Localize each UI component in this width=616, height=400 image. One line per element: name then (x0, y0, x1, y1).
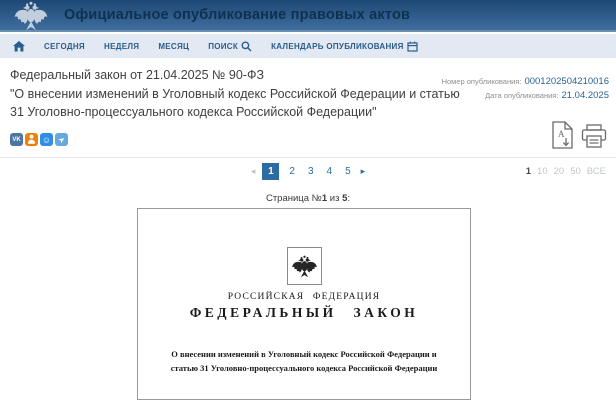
pagination-prev-arrow[interactable]: ◂ (250, 166, 256, 176)
publication-number-value: 0001202504210016 (524, 76, 609, 87)
publication-number-row (442, 76, 609, 87)
nav-search-label: ПОИСК (208, 41, 239, 51)
app-header (0, 0, 616, 32)
odnoklassniki-icon (27, 134, 36, 145)
page-size-all[interactable]: ВСЕ (586, 166, 606, 177)
publication-date-label: Дата опубликования: (485, 91, 559, 100)
preview-subject-line1: О внесении изменений в Уголовный кодекс Российской Федерации и (171, 349, 437, 359)
nav-month-label: МЕСЯЦ (158, 41, 190, 51)
main-nav (0, 34, 616, 58)
page-size-1[interactable]: 1 (525, 166, 532, 177)
nav-week[interactable] (104, 42, 139, 51)
publication-date-row (442, 90, 609, 101)
pagination (0, 163, 616, 180)
calendar-icon (407, 41, 418, 52)
page-indicator-current: 1 (321, 193, 328, 204)
nav-today-label: СЕГОДНЯ (44, 41, 85, 51)
pdf-download-icon[interactable] (551, 121, 574, 149)
nav-search[interactable] (208, 41, 252, 52)
page-size-10[interactable]: 10 (537, 166, 548, 177)
pagination-page-2[interactable]: 2 (289, 166, 295, 177)
pagination-page-4[interactable]: 4 (326, 166, 333, 177)
page-indicator-suffix: : (347, 193, 351, 204)
page-size-20[interactable]: 20 (553, 166, 565, 177)
page-indicator-prefix: Страница № (265, 193, 322, 204)
mailru-smiley-icon: ☺ (41, 134, 52, 145)
page-indicator-total: 5 (342, 193, 348, 204)
publication-meta (442, 76, 609, 104)
preview-doc-type: ФЕДЕРАЛЬНЫЙ ЗАКОН (189, 305, 419, 320)
publication-date-value: 21.04.2025 (561, 90, 609, 101)
vk-icon: VK (12, 136, 21, 143)
page-indicator (0, 193, 616, 204)
preview-subject (138, 348, 470, 375)
preview-country-line: РОССИЙСКАЯ ФЕДЕРАЦИЯ (227, 292, 381, 302)
nav-today[interactable] (44, 42, 85, 51)
page-title: Официальное опубликование правовых актов (64, 7, 411, 23)
separator-line (0, 157, 616, 158)
search-icon (241, 41, 252, 52)
nav-month[interactable] (158, 42, 189, 51)
page-indicator-middle: из (327, 193, 343, 204)
social-share-bar (10, 133, 68, 146)
pagination-page-1[interactable]: 1 (262, 163, 279, 180)
coat-of-arms-icon (9, 1, 53, 31)
pagination-page-3[interactable]: 3 (307, 166, 314, 177)
pagination-page-5[interactable]: 5 (345, 166, 351, 177)
page-size-selector (526, 166, 606, 177)
svg-text:A: A (558, 129, 565, 139)
telegram-plane-icon: ➤ (57, 135, 67, 145)
publication-number-label: Номер опубликования: (441, 77, 522, 86)
document-coat-of-arms-icon (291, 254, 318, 279)
pagination-next-arrow[interactable]: ▸ (360, 166, 366, 176)
export-toolbar (551, 121, 607, 149)
document-title (10, 66, 470, 121)
share-telegram-button[interactable] (55, 133, 68, 146)
page-size-50[interactable]: 50 (570, 166, 581, 177)
nav-week-label: НЕДЕЛЯ (104, 41, 140, 51)
document-title-line1: Федеральный закон от 21.04.2025 № 90-ФЗ (10, 68, 265, 82)
nav-calendar-label: КАЛЕНДАРЬ ОПУБЛИКОВАНИЯ (271, 41, 404, 51)
share-odnoklassniki-button[interactable] (25, 133, 38, 146)
print-icon[interactable] (581, 124, 607, 149)
nav-calendar[interactable] (271, 41, 418, 52)
nav-home[interactable] (13, 41, 25, 52)
document-preview-page (137, 208, 471, 400)
share-mailru-button[interactable] (40, 133, 53, 146)
home-icon (13, 41, 25, 52)
preview-subject-line2: статью 31 Уголовно-процессуального кодекса Российской Федерации (170, 362, 438, 373)
document-title-line2: "О внесении изменений в Уголовный кодекс Российской Федерации и статью 31 Уголовно-процессуального кодекса Российской Федерации" (10, 87, 460, 119)
coat-of-arms-box (287, 247, 322, 285)
share-vk-button[interactable] (10, 133, 23, 146)
